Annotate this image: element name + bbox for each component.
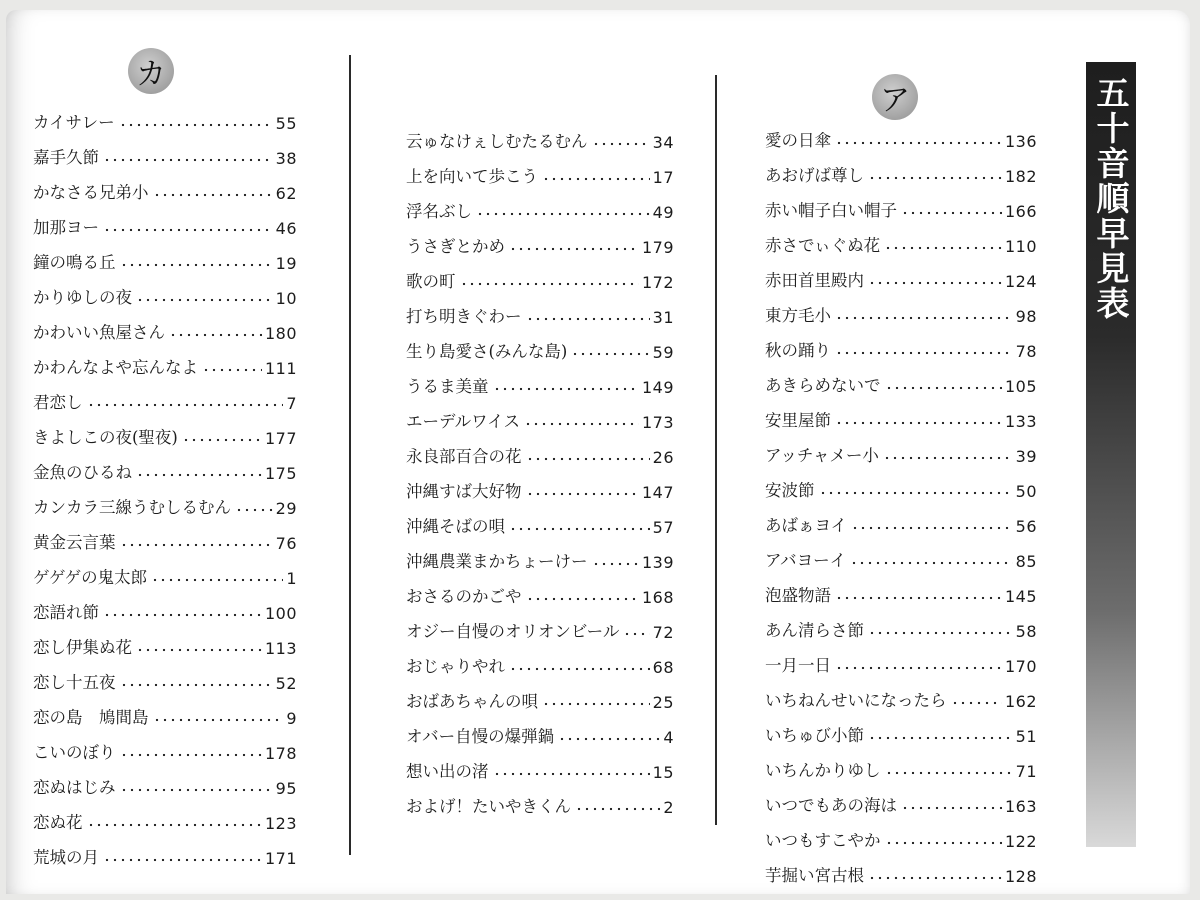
dot-leader — [87, 402, 284, 408]
index-entry — [765, 606, 1037, 641]
entry-title: 云ゅなけぇしむたるむん — [406, 132, 588, 151]
index-entry — [765, 851, 1037, 886]
entry-title: およげ！たいやきくん — [406, 797, 571, 816]
index-entry — [33, 308, 297, 343]
entry-title: いちねんせいになったら — [765, 691, 947, 710]
index-entry — [33, 168, 297, 203]
entry-title: うさぎとかめ — [406, 237, 505, 256]
dot-leader — [558, 736, 660, 742]
dot-leader — [153, 192, 273, 198]
index-entry — [765, 361, 1037, 396]
entry-title: 恋し十五夜 — [33, 673, 116, 692]
entry-page-number: 57 — [652, 518, 674, 537]
entry-title: エーデルワイス — [406, 412, 521, 431]
index-entry — [33, 798, 297, 833]
dot-leader — [493, 771, 650, 777]
entry-title: 恋の島 鳩間島 — [33, 708, 149, 727]
index-entry — [765, 711, 1037, 746]
list-a-continued — [406, 117, 674, 817]
entry-page-number: 17 — [652, 168, 674, 187]
dot-leader — [868, 875, 1002, 881]
dot-leader — [575, 806, 660, 812]
index-entry — [33, 378, 297, 413]
entry-page-number: 1 — [286, 569, 297, 588]
index-entry — [765, 676, 1037, 711]
dot-leader — [202, 367, 262, 373]
entry-title: 秋の踊り — [765, 341, 831, 360]
index-entry — [406, 572, 674, 607]
dot-leader — [571, 351, 649, 357]
entry-title: オジー自慢のオリオンビール — [406, 622, 620, 641]
entry-page-number: 145 — [1004, 587, 1037, 606]
entry-page-number: 9 — [286, 709, 297, 728]
entry-page-number: 177 — [264, 429, 297, 448]
entry-page-number: 170 — [1004, 657, 1037, 676]
index-entry — [765, 571, 1037, 606]
entry-title: かわんなよや忘んなよ — [33, 358, 198, 377]
dot-leader — [120, 542, 273, 548]
index-entry — [765, 501, 1037, 536]
entry-title: 浮名ぶし — [406, 202, 472, 221]
dot-leader — [542, 701, 650, 707]
entry-page-number: 136 — [1004, 132, 1037, 151]
entry-title: アバヨーイ — [765, 551, 847, 570]
dot-leader — [524, 421, 639, 427]
entry-page-number: 71 — [1015, 762, 1037, 781]
entry-title: こいのぼり — [33, 743, 116, 762]
dot-leader — [885, 840, 1002, 846]
index-entry — [406, 257, 674, 292]
entry-title: 恋し伊集ぬ花 — [33, 638, 132, 657]
entry-title: あおげば尊し — [765, 166, 864, 185]
index-entry — [33, 553, 297, 588]
index-entry — [33, 203, 297, 238]
entry-page-number: 85 — [1015, 552, 1037, 571]
dot-leader — [136, 647, 262, 653]
index-entry — [765, 291, 1037, 326]
entry-title: 芋掘い宮古根 — [765, 866, 864, 885]
entry-title: 加那ヨー — [33, 218, 99, 237]
entry-title: かりゆしの夜 — [33, 288, 132, 307]
index-entry — [33, 448, 297, 483]
entry-title: 恋ぬはじみ — [33, 778, 116, 797]
dot-leader — [542, 176, 650, 182]
entry-page-number: 46 — [275, 219, 297, 238]
entry-title: 打ち明きぐわー — [406, 307, 522, 326]
index-entry — [33, 763, 297, 798]
index-entry — [765, 431, 1037, 466]
entry-page-number: 172 — [641, 273, 674, 292]
entry-page-number: 162 — [1004, 692, 1037, 711]
index-entry — [406, 677, 674, 712]
entry-page-number: 29 — [275, 499, 297, 518]
index-entry — [406, 397, 674, 432]
entry-page-number: 100 — [264, 604, 297, 623]
entry-title: アッチャメー小 — [765, 446, 879, 465]
index-entry — [406, 747, 674, 782]
entry-title: かわいい魚屋さん — [33, 323, 165, 342]
index-entry — [406, 782, 674, 817]
entry-title: おさるのかごや — [406, 587, 522, 606]
dot-leader — [835, 350, 1013, 356]
entry-title: 沖縄農業まかちょーけー — [406, 552, 588, 571]
entry-title: あきらめないで — [765, 376, 881, 395]
index-entry — [33, 98, 297, 133]
entry-page-number: 15 — [652, 763, 674, 782]
entry-page-number: 4 — [663, 728, 674, 747]
dot-leader — [120, 262, 273, 268]
entry-title: いちゅび小節 — [765, 726, 864, 745]
dot-leader — [169, 332, 262, 338]
entry-page-number: 50 — [1015, 482, 1037, 501]
dot-leader — [526, 491, 639, 497]
dot-leader — [868, 735, 1013, 741]
dot-leader — [835, 140, 1002, 146]
entry-title: 泡盛物語 — [765, 586, 831, 605]
index-entry — [33, 238, 297, 273]
entry-title: 君恋し — [33, 393, 83, 412]
entry-page-number: 38 — [275, 149, 297, 168]
dot-leader — [835, 665, 1002, 671]
index-entry — [765, 816, 1037, 851]
entry-title: カンカラ三線うむしるむん — [33, 498, 231, 517]
entry-page-number: 56 — [1015, 517, 1037, 536]
dot-leader — [509, 526, 650, 532]
index-entry — [406, 187, 674, 222]
entry-page-number: 78 — [1015, 342, 1037, 361]
index-entry — [33, 623, 297, 658]
dot-leader — [526, 596, 639, 602]
entry-page-number: 39 — [1015, 447, 1037, 466]
entry-title: 赤田首里殿内 — [765, 271, 864, 290]
entry-page-number: 52 — [275, 674, 297, 693]
entry-title: おばあちゃんの唄 — [406, 692, 538, 711]
entry-page-number: 72 — [652, 623, 674, 642]
dot-leader — [151, 577, 283, 583]
index-entry — [33, 273, 297, 308]
index-entry — [406, 152, 674, 187]
column-divider — [715, 75, 717, 825]
section-header-ka — [128, 48, 174, 94]
entry-title: 黄金云言葉 — [33, 533, 116, 552]
entry-page-number: 2 — [663, 798, 674, 817]
entry-page-number: 163 — [1004, 797, 1037, 816]
entry-page-number: 182 — [1004, 167, 1037, 186]
dot-leader — [901, 210, 1002, 216]
entry-page-number: 62 — [275, 184, 297, 203]
dot-leader — [103, 227, 273, 233]
index-title-bar — [1086, 62, 1136, 847]
entry-title: 沖縄すば大好物 — [406, 482, 522, 501]
entry-page-number: 168 — [641, 588, 674, 607]
entry-page-number: 180 — [264, 324, 297, 343]
entry-title: かなさる兄弟小 — [33, 183, 149, 202]
entry-title: 赤さでぃぐぬ花 — [765, 236, 881, 255]
entry-title: いつでもあの海は — [765, 796, 897, 815]
entry-page-number: 7 — [286, 394, 297, 413]
list-ka — [33, 98, 297, 868]
entry-page-number: 123 — [264, 814, 297, 833]
index-entry — [765, 326, 1037, 361]
entry-title: 恋語れ節 — [33, 603, 99, 622]
entry-page-number: 149 — [641, 378, 674, 397]
dot-leader — [182, 437, 262, 443]
entry-title: 想い出の渚 — [406, 762, 489, 781]
section-header-a-label: ア — [880, 83, 910, 118]
entry-title: 安里屋節 — [765, 411, 831, 430]
entry-page-number: 95 — [275, 779, 297, 798]
dot-leader — [868, 175, 1002, 181]
index-entry — [33, 483, 297, 518]
index-entry — [765, 256, 1037, 291]
index-entry — [406, 607, 674, 642]
dot-leader — [103, 612, 262, 618]
column-divider — [349, 55, 351, 855]
entry-title: 沖縄そばの唄 — [406, 517, 505, 536]
index-entry — [406, 432, 674, 467]
entry-page-number: 178 — [264, 744, 297, 763]
entry-page-number: 19 — [275, 254, 297, 273]
entry-title: 鐘の鳴る丘 — [33, 253, 116, 272]
index-entry — [406, 117, 674, 152]
index-entry — [765, 116, 1037, 151]
entry-page-number: 34 — [652, 133, 674, 152]
dot-leader — [120, 787, 273, 793]
entry-page-number: 166 — [1004, 202, 1037, 221]
entry-page-number: 133 — [1004, 412, 1037, 431]
entry-title: ゲゲゲの鬼太郎 — [33, 568, 148, 587]
dot-leader — [951, 700, 1002, 706]
entry-page-number: 113 — [264, 639, 297, 658]
entry-page-number: 76 — [275, 534, 297, 553]
dot-leader — [136, 297, 273, 303]
index-entry — [33, 588, 297, 623]
dot-leader — [592, 561, 639, 567]
dot-leader — [120, 752, 262, 758]
entry-page-number: 25 — [652, 693, 674, 712]
section-header-a — [872, 74, 918, 120]
index-entry — [33, 343, 297, 378]
entry-page-number: 175 — [264, 464, 297, 483]
entry-title: 嘉手久節 — [33, 148, 99, 167]
entry-title: 荒城の月 — [33, 848, 99, 867]
index-entry — [765, 641, 1037, 676]
entry-page-number: 173 — [641, 413, 674, 432]
entry-page-number: 55 — [275, 114, 297, 133]
entry-title: いつもすこやか — [765, 831, 881, 850]
dot-leader — [835, 315, 1013, 321]
dot-leader — [850, 560, 1012, 566]
dot-leader — [819, 490, 1013, 496]
dot-leader — [119, 122, 273, 128]
index-entry — [406, 292, 674, 327]
entry-page-number: 147 — [641, 483, 674, 502]
entry-page-number: 49 — [652, 203, 674, 222]
dot-leader — [885, 385, 1002, 391]
index-title: 五十音順早見表 — [1091, 76, 1131, 321]
dot-leader — [136, 472, 262, 478]
dot-leader — [623, 631, 649, 637]
entry-title: あばぁヨイ — [765, 516, 848, 535]
entry-title: 東方毛小 — [765, 306, 831, 325]
index-entry — [406, 222, 674, 257]
entry-page-number: 26 — [652, 448, 674, 467]
index-entry — [765, 221, 1037, 256]
index-entry — [406, 537, 674, 572]
dot-leader — [509, 666, 650, 672]
index-entry — [406, 502, 674, 537]
index-entry — [33, 413, 297, 448]
dot-leader — [883, 455, 1013, 461]
index-entry — [33, 693, 297, 728]
entry-title: 恋ぬ花 — [33, 813, 83, 832]
entry-title: 上を向いて歩こう — [406, 167, 538, 186]
index-entry — [406, 327, 674, 362]
section-header-ka-label: カ — [136, 57, 166, 92]
dot-leader — [493, 386, 639, 392]
entry-page-number: 51 — [1015, 727, 1037, 746]
entry-title: 永良部百合の花 — [406, 447, 522, 466]
dot-leader — [835, 595, 1002, 601]
index-entry — [33, 728, 297, 763]
entry-page-number: 31 — [652, 308, 674, 327]
index-entry — [33, 518, 297, 553]
entry-page-number: 58 — [1015, 622, 1037, 641]
entry-page-number: 179 — [641, 238, 674, 257]
entry-page-number: 110 — [1004, 237, 1037, 256]
index-entry — [765, 746, 1037, 781]
entry-page-number: 98 — [1015, 307, 1037, 326]
index-entry — [765, 781, 1037, 816]
entry-page-number: 171 — [264, 849, 297, 868]
dot-leader — [851, 525, 1013, 531]
index-entry — [406, 467, 674, 502]
index-entry — [406, 362, 674, 397]
index-entry — [765, 186, 1037, 221]
entry-title: 一月一日 — [765, 656, 831, 675]
entry-title: おじゃりやれ — [406, 657, 505, 676]
entry-title: 歌の町 — [406, 272, 456, 291]
index-entry — [33, 658, 297, 693]
dot-leader — [103, 157, 273, 163]
index-entry — [765, 466, 1037, 501]
dot-leader — [835, 420, 1002, 426]
entry-title: 愛の日傘 — [765, 131, 831, 150]
dot-leader — [103, 857, 262, 863]
entry-title: 安波節 — [765, 481, 815, 500]
index-entry — [33, 133, 297, 168]
dot-leader — [509, 246, 639, 252]
entry-title: 生り島愛さ(みんな島) — [406, 342, 568, 361]
dot-leader — [153, 717, 284, 723]
entry-page-number: 128 — [1004, 867, 1037, 886]
dot-leader — [476, 211, 650, 217]
entry-title: カイサレー — [33, 113, 115, 132]
dot-leader — [235, 507, 273, 513]
entry-title: うるま美童 — [406, 377, 489, 396]
entry-title: あん清らさ節 — [765, 621, 864, 640]
entry-page-number: 59 — [652, 343, 674, 362]
entry-title: 金魚のひるね — [33, 463, 132, 482]
dot-leader — [592, 141, 650, 147]
dot-leader — [868, 630, 1013, 636]
dot-leader — [885, 770, 1013, 776]
entry-page-number: 124 — [1004, 272, 1037, 291]
list-a — [765, 116, 1037, 886]
entry-title: オバー自慢の爆弾鍋 — [406, 727, 555, 746]
entry-title: きよしこの夜(聖夜) — [33, 428, 178, 447]
index-entry — [765, 151, 1037, 186]
dot-leader — [87, 822, 262, 828]
entry-page-number: 111 — [264, 359, 297, 378]
entry-title: いちんかりゆし — [765, 761, 881, 780]
entry-page-number: 68 — [652, 658, 674, 677]
dot-leader — [868, 280, 1002, 286]
dot-leader — [120, 682, 273, 688]
dot-leader — [884, 245, 1002, 251]
entry-title: 赤い帽子白い帽子 — [765, 201, 897, 220]
dot-leader — [526, 456, 650, 462]
index-entry — [406, 712, 674, 747]
index-entry — [406, 642, 674, 677]
dot-leader — [460, 281, 639, 287]
entry-page-number: 139 — [641, 553, 674, 572]
index-entry — [765, 396, 1037, 431]
entry-page-number: 122 — [1004, 832, 1037, 851]
dot-leader — [526, 316, 650, 322]
index-entry — [765, 536, 1037, 571]
dot-leader — [901, 805, 1002, 811]
index-entry — [33, 833, 297, 868]
entry-page-number: 10 — [275, 289, 297, 308]
entry-page-number: 105 — [1004, 377, 1037, 396]
